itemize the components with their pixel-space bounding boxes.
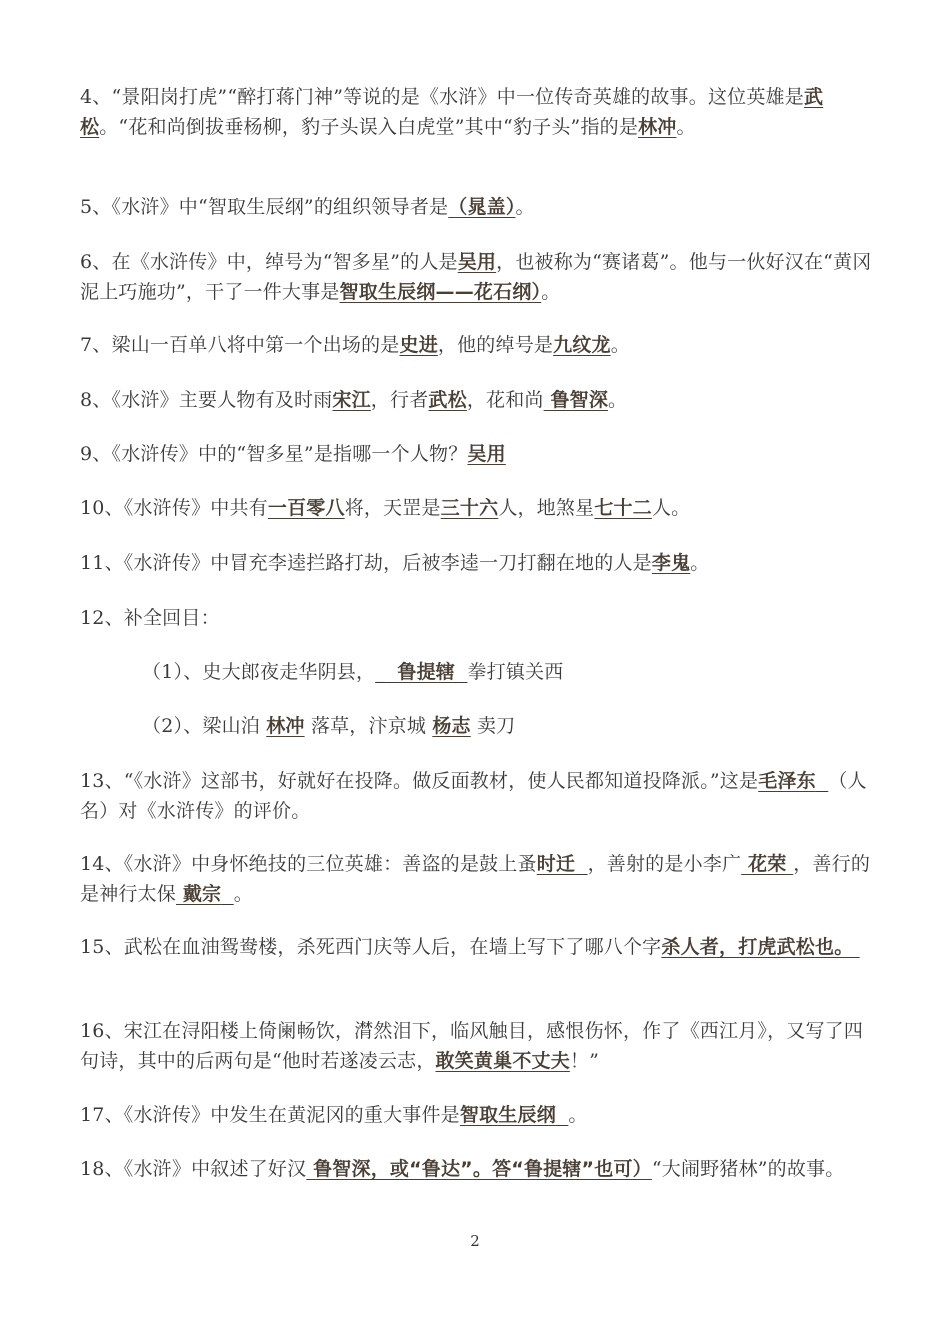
question-text: 11、《水浒传》中冒充李逵拦路打劫，后被李逵一刀打翻在地的人是	[80, 552, 652, 574]
question-text: 。	[676, 116, 696, 138]
question-text: ，花和尚	[466, 389, 544, 411]
answer-text: 时迁	[536, 853, 576, 875]
question-text: 。	[690, 552, 710, 574]
question-q9	[80, 439, 872, 469]
question-q16	[80, 1016, 872, 1076]
question-text: 14、《水浒》中身怀绝技的三位英雄：善盗的是鼓上蚤	[80, 853, 537, 875]
answer-text: 杨志	[432, 715, 471, 737]
question-q8	[80, 385, 872, 415]
question-text: ，善行的是神行太保	[80, 853, 871, 905]
question-q4	[80, 82, 872, 142]
answer-text: 吴用	[467, 443, 506, 465]
answer-text: 林冲	[266, 715, 305, 737]
answer-text: 鲁提辖	[397, 661, 455, 683]
question-q13	[80, 766, 872, 826]
question-q10	[80, 493, 872, 523]
question-text: 7、梁山一百单八将中第一个出场的是	[80, 334, 400, 356]
question-text: 。	[610, 334, 630, 356]
answer-text: 智取生辰纲——花石纲）	[339, 281, 542, 303]
answer-blank	[575, 853, 587, 875]
answer-text: 吴用	[457, 251, 497, 273]
answer-text: （晁盖）	[448, 196, 516, 218]
answer-text: 杀人者，打虎武松也。	[661, 936, 854, 958]
answer-text: 李鬼	[651, 552, 691, 574]
question-q7	[80, 330, 872, 360]
question-q18	[80, 1154, 872, 1184]
answer-text: 宋江	[332, 389, 371, 411]
question-text: （人名）对《水浒传》的评价。	[80, 770, 867, 822]
question-text: 落草，汴京城	[304, 715, 433, 737]
question-q5	[80, 192, 872, 222]
question-text: 。	[568, 1104, 588, 1126]
question-text: 人。	[651, 497, 691, 519]
answer-text: 花荣	[741, 853, 794, 875]
answer-text: 三十六	[440, 497, 499, 519]
question-text: 18、《水浒》中叙述了好汉	[80, 1158, 307, 1180]
answer-text: 鲁智深，或“鲁达”。答“鲁提辖”也可）	[306, 1158, 652, 1180]
answer-blank	[816, 770, 828, 792]
answer-text: 敢笑黄巢不丈夫	[435, 1050, 570, 1072]
question-text: 将，天罡是	[344, 497, 441, 519]
question-q12a	[142, 657, 872, 687]
question-q14	[80, 849, 872, 909]
question-text: 4、“景阳岗打虎”“醉打蒋门神”等说的是《水浒》中一位传奇英雄的故事。这位英雄是	[80, 86, 804, 108]
answer-blank	[853, 936, 859, 958]
answer-text: 林冲	[638, 116, 677, 138]
question-q15	[80, 932, 872, 962]
question-text: ！”	[569, 1050, 600, 1072]
question-text: 15、武松在血油鸳鸯楼，杀死西门庆等人后，在墙上写下了哪八个字	[80, 936, 662, 958]
answer-text: 武松	[80, 86, 824, 138]
page-number: 2	[470, 1232, 480, 1250]
question-q11	[80, 548, 872, 578]
question-q17	[80, 1100, 872, 1130]
answer-blank	[556, 1104, 568, 1126]
question-text: ，他的绰号是	[437, 334, 554, 356]
question-text: 。	[515, 196, 535, 218]
question-q12b	[142, 711, 872, 741]
question-text: 人，地煞星	[498, 497, 595, 519]
question-text: 6、在《水浒传》中，绰号为“智多星”的人是	[80, 251, 458, 273]
question-text: ，也被称为“赛诸葛”。他与一伙好汉在“黄冈泥上巧施功”，干了一件大事是	[80, 251, 872, 303]
answer-text: 一百零八	[267, 497, 345, 519]
question-q12	[80, 603, 872, 633]
answer-text: 七十二	[594, 497, 652, 519]
answer-text: 九纹龙	[553, 334, 611, 356]
question-text: 拳打镇关西	[467, 661, 564, 683]
answer-text: 毛泽东	[758, 770, 816, 792]
answer-text: 戴宗	[176, 883, 222, 905]
question-text: 。“花和尚倒拔垂杨柳，豹子头误入白虎堂”其中“豹子头”指的是	[99, 116, 639, 138]
question-text: 卖刀	[470, 715, 516, 737]
answer-blank: _	[375, 661, 398, 683]
question-text: 9、《水浒传》中的“智多星”是指哪一个人物？	[80, 443, 468, 465]
question-text: “大闹野猪林”的故事。	[651, 1158, 845, 1180]
question-text: 12、补全回目：	[80, 607, 220, 629]
question-text: 。	[608, 389, 628, 411]
question-text: 16、宋江在浔阳楼上倚阑畅饮，潸然泪下，临风触目，感恨伤怀，作了《西江月》，又写了四句诗，其中的后两句是“他时若遂凌云志，	[80, 1020, 864, 1072]
question-q6	[80, 247, 872, 307]
question-text: 13、“《水浒》这部书，好就好在投降。做反面教材，使人民都知道投降派。”这是	[80, 770, 759, 792]
answer-blank	[455, 661, 467, 683]
question-text: ，行者	[370, 389, 429, 411]
answer-blank	[221, 883, 233, 905]
question-text: 17、《水浒传》中发生在黄泥冈的重大事件是	[80, 1104, 460, 1126]
answer-text: 智取生辰纲	[459, 1104, 556, 1126]
answer-text: 鲁智深	[543, 389, 609, 411]
question-text: （1）、史大郎夜走华阴县，	[142, 661, 376, 683]
answer-text: 史进	[399, 334, 438, 356]
question-text: 10、《水浒传》中共有	[80, 497, 268, 519]
question-text: 。	[233, 883, 253, 905]
question-text: 8、《水浒》主要人物有及时雨	[80, 389, 333, 411]
question-text: ，善射的是小李广	[587, 853, 742, 875]
question-text: 。	[541, 281, 561, 303]
answer-text: 武松	[428, 389, 467, 411]
question-text: 5、《水浒》中“智取生辰纲”的组织领导者是	[80, 196, 449, 218]
question-text: （2）、梁山泊	[142, 715, 267, 737]
